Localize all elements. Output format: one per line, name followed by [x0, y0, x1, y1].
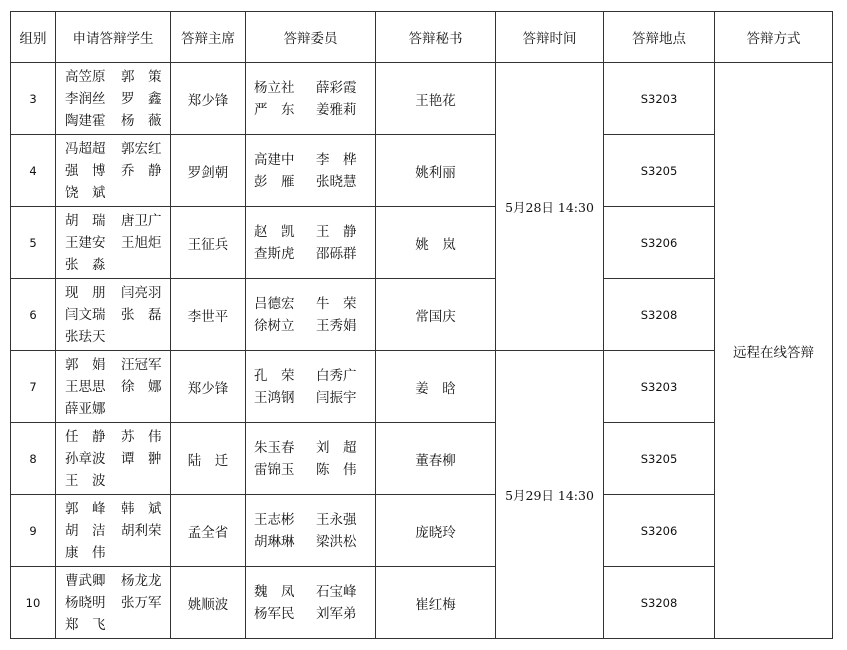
members-cell	[246, 495, 376, 567]
member-line	[254, 437, 375, 459]
location-cell: S3206	[604, 207, 715, 279]
chair-cell: 郑少锋	[171, 351, 246, 423]
time-cell: 5月29日 14:30	[496, 351, 604, 639]
student-name: 高笠原	[65, 68, 106, 85]
location-cell: S3205	[604, 423, 715, 495]
member-name: 李 桦	[316, 151, 357, 168]
member-name: 雷锦玉	[254, 461, 295, 478]
chair-cell: 郑少锋	[171, 63, 246, 135]
student-name: 唐卫广	[121, 212, 162, 229]
student-name: 强 博	[65, 162, 106, 179]
secretary-cell: 董春柳	[376, 423, 496, 495]
student-name: 曹武卿	[65, 572, 106, 589]
member-name: 严 东	[254, 101, 295, 118]
location-cell: S3208	[604, 279, 715, 351]
student-name: 张 淼	[65, 256, 106, 273]
member-line	[254, 509, 375, 531]
student-line	[65, 88, 170, 110]
header-row	[11, 12, 833, 63]
student-line	[65, 376, 170, 398]
secretary-cell: 庞晓玲	[376, 495, 496, 567]
student-name: 饶 斌	[65, 184, 106, 201]
student-name: 徐 娜	[121, 378, 162, 395]
member-name: 杨军民	[254, 605, 295, 622]
time-cell: 5月28日 14:30	[496, 63, 604, 351]
table-row	[11, 207, 833, 279]
student-name: 冯超超	[65, 140, 106, 157]
secretary-cell: 姚 岚	[376, 207, 496, 279]
chair-cell: 孟全省	[171, 495, 246, 567]
member-name: 刘军弟	[316, 605, 357, 622]
secretary-cell: 王艳花	[376, 63, 496, 135]
member-name: 杨立社	[254, 79, 295, 96]
location-cell: S3206	[604, 495, 715, 567]
student-name: 现 朋	[65, 284, 106, 301]
students-cell	[56, 351, 171, 423]
group-number: 10	[11, 567, 56, 639]
students-cell	[56, 495, 171, 567]
student-line	[65, 498, 170, 520]
students-cell	[56, 135, 171, 207]
student-name: 张万军	[121, 594, 162, 611]
location-cell: S3203	[604, 351, 715, 423]
student-line	[65, 470, 170, 492]
member-line	[254, 603, 375, 625]
member-name: 王永强	[316, 511, 357, 528]
mode-cell: 远程在线答辩	[715, 63, 833, 639]
student-name: 郭 娟	[65, 356, 106, 373]
member-line	[254, 365, 375, 387]
student-line	[65, 398, 170, 420]
student-line	[65, 614, 170, 636]
member-name: 陈 伟	[316, 461, 357, 478]
student-line	[65, 66, 170, 88]
student-line	[65, 138, 170, 160]
member-name: 闫振宇	[316, 389, 357, 406]
secretary-cell: 姚利丽	[376, 135, 496, 207]
member-line	[254, 149, 375, 171]
members-cell	[246, 207, 376, 279]
student-line	[65, 110, 170, 132]
member-name: 王志彬	[254, 511, 295, 528]
header-students: 申请答辩学生	[56, 12, 171, 63]
student-name: 陶建霍	[65, 112, 106, 129]
chair-cell: 罗剑朝	[171, 135, 246, 207]
students-cell	[56, 207, 171, 279]
members-cell	[246, 63, 376, 135]
student-line	[65, 304, 170, 326]
secretary-cell: 常国庆	[376, 279, 496, 351]
student-name: 李润丝	[65, 90, 106, 107]
defense-schedule-table	[10, 11, 833, 639]
member-line	[254, 99, 375, 121]
student-name: 郭 策	[121, 68, 162, 85]
student-name: 王旭炬	[121, 234, 162, 251]
student-name: 张珐天	[65, 328, 106, 345]
member-name: 薛彩霞	[316, 79, 357, 96]
student-name: 胡 洁	[65, 522, 106, 539]
student-name: 杨晓明	[65, 594, 106, 611]
group-number: 7	[11, 351, 56, 423]
student-line	[65, 254, 170, 276]
students-cell	[56, 423, 171, 495]
member-name: 彭 雁	[254, 173, 295, 190]
student-name: 韩 斌	[121, 500, 162, 517]
table-row	[11, 351, 833, 423]
members-cell	[246, 135, 376, 207]
student-name: 胡利荣	[121, 522, 162, 539]
chair-cell: 王征兵	[171, 207, 246, 279]
student-name: 杨龙龙	[121, 572, 162, 589]
student-name: 王建安	[65, 234, 106, 251]
location-cell: S3208	[604, 567, 715, 639]
member-line	[254, 171, 375, 193]
member-name: 胡琳琳	[254, 533, 295, 550]
student-line	[65, 448, 170, 470]
member-name: 查斯虎	[254, 245, 295, 262]
student-line	[65, 282, 170, 304]
student-name: 杨 薇	[121, 112, 162, 129]
student-name: 苏 伟	[121, 428, 162, 445]
header-group: 组别	[11, 12, 56, 63]
secretary-cell: 崔红梅	[376, 567, 496, 639]
student-name: 王 波	[65, 472, 106, 489]
member-line	[254, 531, 375, 553]
member-name: 徐树立	[254, 317, 295, 334]
location-cell: S3203	[604, 63, 715, 135]
student-name: 乔 静	[121, 162, 162, 179]
member-line	[254, 293, 375, 315]
member-line	[254, 221, 375, 243]
member-name: 白秀广	[316, 367, 357, 384]
member-line	[254, 387, 375, 409]
student-name: 张 磊	[121, 306, 162, 323]
table-row	[11, 135, 833, 207]
member-name: 梁洪松	[316, 533, 357, 550]
members-cell	[246, 423, 376, 495]
student-name: 闫文瑞	[65, 306, 106, 323]
member-line	[254, 77, 375, 99]
student-name: 胡 瑞	[65, 212, 106, 229]
member-line	[254, 243, 375, 265]
student-line	[65, 210, 170, 232]
group-number: 5	[11, 207, 56, 279]
member-name: 姜雅莉	[316, 101, 357, 118]
header-secretary: 答辩秘书	[376, 12, 496, 63]
member-name: 赵 凯	[254, 223, 295, 240]
chair-cell: 陆 迁	[171, 423, 246, 495]
members-cell	[246, 567, 376, 639]
students-cell	[56, 63, 171, 135]
student-name: 郑 飞	[65, 616, 106, 633]
header-members: 答辩委员	[246, 12, 376, 63]
member-name: 邵砾群	[316, 245, 357, 262]
group-number: 6	[11, 279, 56, 351]
location-cell: S3205	[604, 135, 715, 207]
student-line	[65, 182, 170, 204]
student-line	[65, 426, 170, 448]
student-name: 汪冠军	[121, 356, 162, 373]
member-name: 王鸿钢	[254, 389, 295, 406]
member-name: 刘 超	[316, 439, 357, 456]
member-name: 石宝峰	[316, 583, 357, 600]
member-line	[254, 459, 375, 481]
header-mode: 答辩方式	[715, 12, 833, 63]
table-row	[11, 423, 833, 495]
student-line	[65, 592, 170, 614]
members-cell	[246, 279, 376, 351]
group-number: 9	[11, 495, 56, 567]
chair-cell: 李世平	[171, 279, 246, 351]
member-name: 吕德宏	[254, 295, 295, 312]
student-line	[65, 160, 170, 182]
member-name: 牛 荣	[316, 295, 357, 312]
student-name: 康 伟	[65, 544, 106, 561]
member-name: 高建中	[254, 151, 295, 168]
student-name: 王思思	[65, 378, 106, 395]
secretary-cell: 姜 晗	[376, 351, 496, 423]
member-name: 王秀娟	[316, 317, 357, 334]
student-line	[65, 232, 170, 254]
member-name: 魏 凤	[254, 583, 295, 600]
member-name: 朱玉春	[254, 439, 295, 456]
group-number: 3	[11, 63, 56, 135]
student-line	[65, 570, 170, 592]
member-name: 孔 荣	[254, 367, 295, 384]
student-name: 罗 鑫	[121, 90, 162, 107]
member-name: 王 静	[316, 223, 357, 240]
student-line	[65, 542, 170, 564]
student-name: 任 静	[65, 428, 106, 445]
table-row	[11, 567, 833, 639]
student-name: 薛亚娜	[65, 400, 106, 417]
member-line	[254, 581, 375, 603]
header-chair: 答辩主席	[171, 12, 246, 63]
header-location: 答辩地点	[604, 12, 715, 63]
header-time: 答辩时间	[496, 12, 604, 63]
table-row	[11, 279, 833, 351]
student-name: 郭 峰	[65, 500, 106, 517]
member-line	[254, 315, 375, 337]
student-line	[65, 520, 170, 542]
members-cell	[246, 351, 376, 423]
member-name: 张晓慧	[316, 173, 357, 190]
student-line	[65, 326, 170, 348]
table-row	[11, 63, 833, 135]
students-cell	[56, 567, 171, 639]
student-name: 孙章波	[65, 450, 106, 467]
students-cell	[56, 279, 171, 351]
student-name: 郭宏红	[121, 140, 162, 157]
table-row	[11, 495, 833, 567]
group-number: 4	[11, 135, 56, 207]
student-line	[65, 354, 170, 376]
student-name: 闫亮羽	[121, 284, 162, 301]
student-name: 谭 翀	[121, 450, 162, 467]
chair-cell: 姚顺波	[171, 567, 246, 639]
group-number: 8	[11, 423, 56, 495]
